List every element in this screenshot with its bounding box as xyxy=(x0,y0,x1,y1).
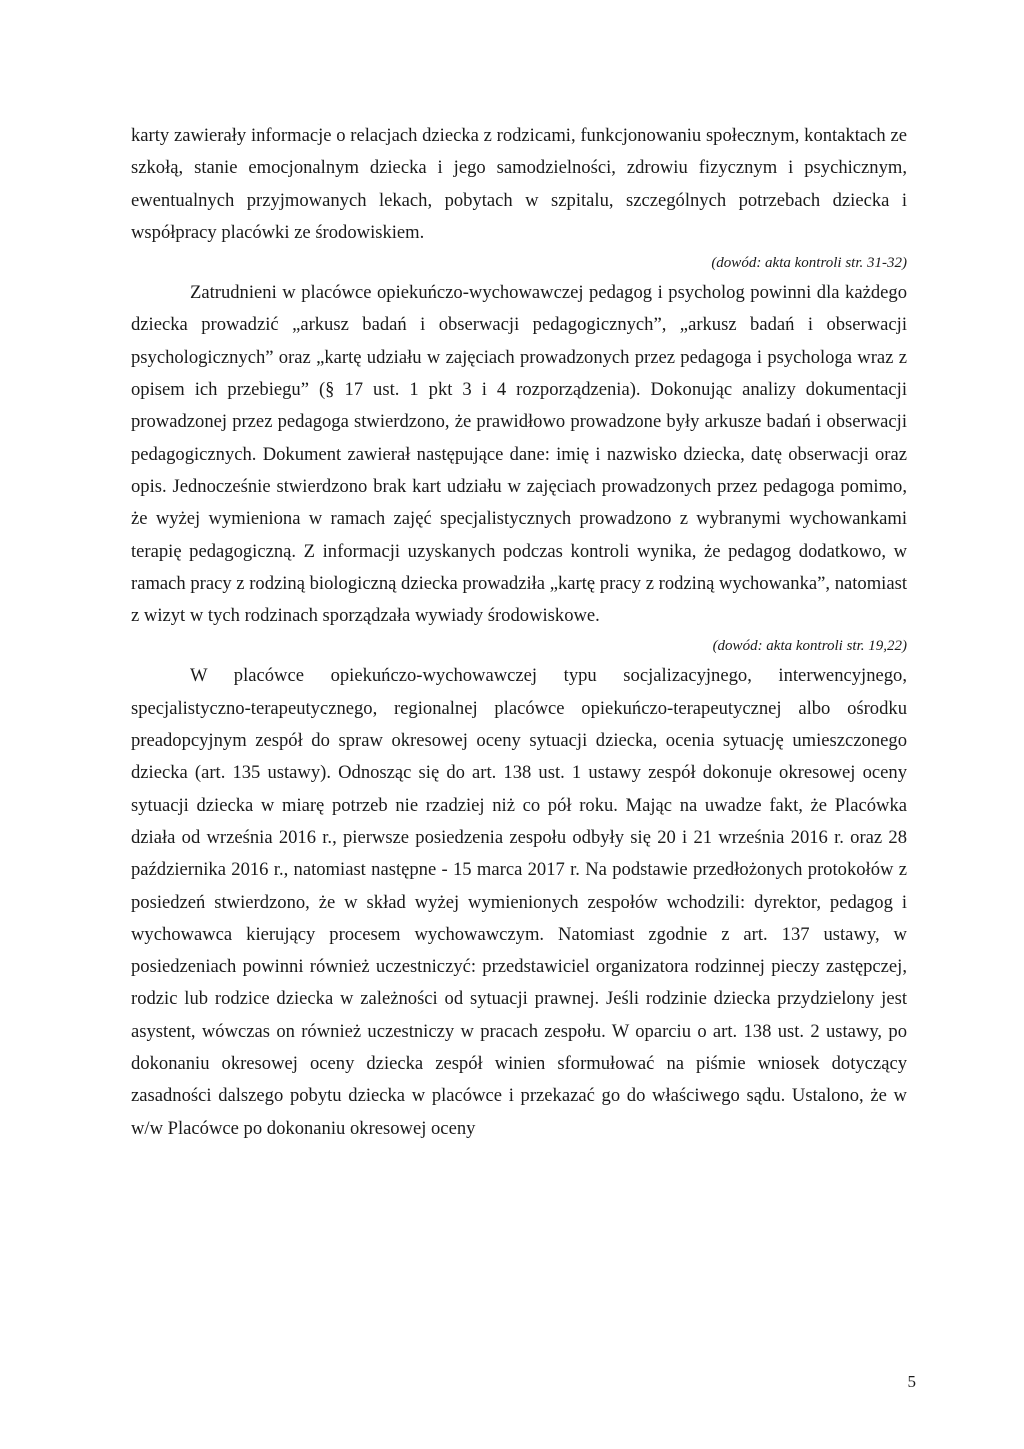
paragraph-pedagog-psycholog: Zatrudnieni w placówce opiekuńczo-wychowawczej pedagog i psycholog powinni dla każdego dziecka prowadzić „arkusz badań i obserwacji pedagogicznych”, „arkusz badań i obserwacji psychologicznych” oraz „kartę udziału w zajęciach prowadzonych przez pedagoga i psychologa wraz z opisem ich przebiegu” (§ 17 ust. 1 pkt 3 i 4 rozporządzenia). Dokonując analizy dokumentacji prowadzonej przez pedagoga stwierdzono, że prawidłowo prowadzone były arkusze badań i obserwacji pedagogicznych. Dokument zawierał następujące dane: imię i nazwisko dziecka, datę obserwacji oraz opis. Jednocześnie stwierdzono brak kart udziału w zajęciach prowadzonych przez pedagoga pomimo, że wyżej wymieniona w ramach zajęć specjalistycznych prowadzono z wybranymi wychowankami terapię pedagogiczną. Z informacji uzyskanych podczas kontroli wynika, że pedagog dodatkowo, w ramach pracy z rodziną biologiczną dziecka prowadziła „kartę pracy z rodziną wychowanka”, natomiast z wizyt w tych rodzinach sporządzała wywiady środowiskowe. xyxy=(131,282,907,627)
page-number: 5 xyxy=(907,1372,916,1391)
document-page xyxy=(131,120,907,1145)
paragraph-zespol-oceny: W placówce opiekuńczo-wychowawczej typu socjalizacyjnego, interwencyjnego, specjalistyczno-terapeutycznego, regionalnej placówce opiekuńczo-terapeutycznej albo ośrodku preadopcyjnym zespół do spraw okresowej oceny sytuacji dziecka, ocenia sytuację umieszczonego dziecka (art. 135 ustawy). Odnosząc się do art. 138 ust. 1 ustawy zespół dokonuje okresowej oceny sytuacji dziecka w miarę potrzeb nie rzadziej niż co pół roku. Mając na uwadze fakt, że Placówka działa od września 2016 r., pierwsze posiedzenia zespołu odbyły się 20 i 21 września 2016 r. oraz 28 października 2016 r., natomiast następne - 15 marca 2017 r. Na podstawie przedłożonych protokołów z posiedzeń stwierdzono, że w skład wyżej wymienionych zespołów wchodzili: dyrektor, pedagog i wychowawca kierujący procesem wychowawczym. Natomiast zgodnie z art. 137 ustawy, w posiedzeniach powinni również uczestniczyć: przedstawiciel organizatora rodzinnej pieczy zastępczej, rodzic lub rodzice dziecka w zależności od sytuacji prawnej. Jeśli rodzinie dziecka przydzielony jest asystent, wówczas on również uczestniczy w pracach zespołu. W oparciu o art. 138 ust. 2 ustawy, po dokonaniu okresowej oceny dziecka zespół winien sformułować na piśmie wniosek dotyczący zasadności dalszego pobytu dziecka w placówce i przekazać go do właściwego sądu. Ustalono, że w w/w Placówce po dokonaniu okresowej oceny xyxy=(131,665,907,1139)
paragraph-continuation: karty zawierały informacje o relacjach dziecka z rodzicami, funkcjonowaniu społecznym, kontaktach ze szkołą, stanie emocjonalnym dziecka i jego samodzielności, zdrowiu fizycznym i psychicznym, ewentualnych przyjmowanych lekach, pobytach w szpitalu, szczególnych potrzebach dziecka i współpracy placówki ze środowiskiem. xyxy=(131,125,907,243)
evidence-reference: (dowód: akta kontroli str. 31-32) xyxy=(711,255,907,272)
evidence-reference: (dowód: akta kontroli str. 19,22) xyxy=(712,638,907,655)
